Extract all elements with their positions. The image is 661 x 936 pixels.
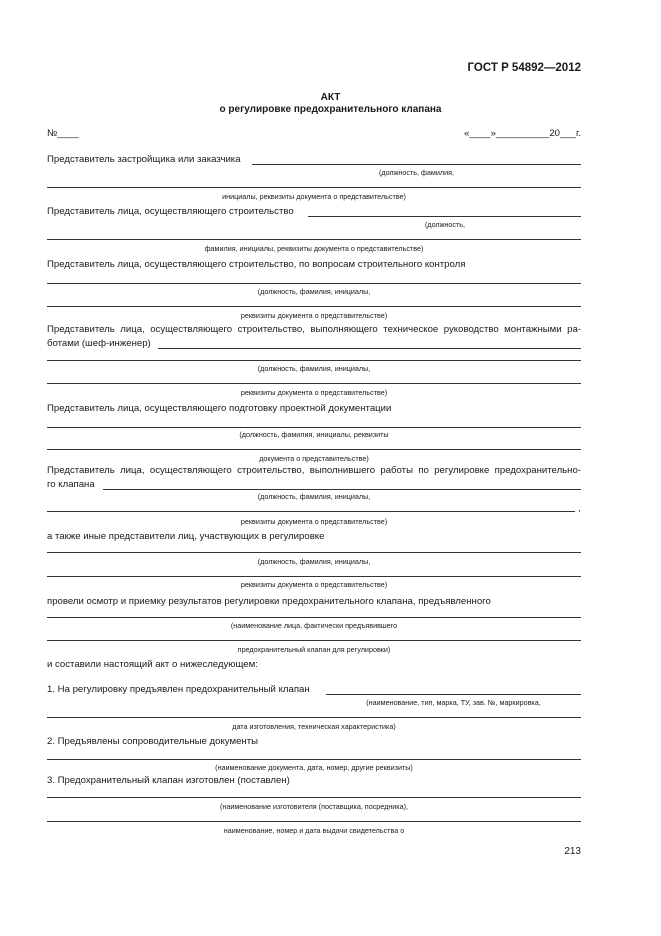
item-1-hint: (наименование, тип, марка, ТУ, зав. №, маркировка,	[366, 698, 541, 707]
control-rep-field[interactable]	[47, 283, 581, 284]
presenter-field[interactable]	[47, 617, 581, 618]
document-subtitle: о регулировке предохранительного клапана	[219, 104, 442, 115]
presenter-field-2[interactable]	[47, 640, 581, 641]
act-date-field: «____»__________20___г.	[463, 128, 581, 139]
adjuster-rep-comma: ,	[578, 503, 581, 514]
presenter-hint: (наименование лица, фактически предъявившего	[230, 621, 398, 630]
chief-engineer-label-2: ботами (шеф-инженер)	[47, 338, 151, 349]
control-rep-field-2[interactable]	[47, 306, 581, 307]
builder-rep-hint: (должность,	[424, 220, 466, 229]
item-1-label: 1. На регулировку предъявлен предохранительный клапан	[47, 684, 310, 695]
chief-engineer-label: Представитель лица, осуществляющего строительство, выполняющего техническое руководство монтажными ра-	[47, 324, 581, 335]
designer-rep-label: Представитель лица, осуществляющего подготовку проектной документации	[47, 403, 392, 414]
adjuster-rep-hint: (должность, фамилия, инициалы,	[257, 492, 371, 501]
adjuster-rep-hint-2: реквизиты документа о представительстве)	[240, 517, 388, 526]
customer-rep-hint: (должность, фамилия,	[379, 168, 454, 177]
chief-engineer-hint: (должность, фамилия, инициалы,	[257, 364, 371, 373]
other-reps-hint-2: реквизиты документа о представительстве)	[240, 580, 388, 589]
item-2-field[interactable]	[47, 759, 581, 760]
chief-engineer-hint-2: реквизиты документа о представительстве)	[240, 388, 388, 397]
control-rep-hint-2: реквизиты документа о представительстве)	[240, 311, 388, 320]
item-3-hint: (наименование изготовителя (поставщика, посредника),	[219, 802, 408, 811]
conclusion-intro: и составили настоящий акт о нижеследующем:	[47, 659, 258, 670]
chief-engineer-field-2[interactable]	[47, 360, 581, 361]
item-1-field[interactable]	[326, 694, 581, 695]
act-number-field: №____	[47, 128, 79, 139]
other-reps-label: а также иные представители лиц, участвующих в регулировке	[47, 531, 325, 542]
adjuster-rep-field-2[interactable]	[47, 511, 575, 512]
item-2-label: 2. Предъявлены сопроводительные документы	[47, 736, 258, 747]
chief-engineer-field[interactable]	[158, 348, 581, 349]
builder-rep-field-2[interactable]	[47, 239, 581, 240]
item-1-hint-2: дата изготовления, техническая характеристика)	[232, 722, 396, 731]
presenter-hint-2: предохранительный клапан для регулировки)	[237, 645, 391, 654]
item-2-hint: (наименование документа, дата, номер, другие реквизиты)	[215, 763, 413, 772]
builder-rep-field[interactable]	[308, 216, 581, 217]
control-rep-hint: (должность, фамилия, инициалы,	[257, 287, 371, 296]
standard-code: ГОСТ Р 54892—2012	[467, 62, 581, 74]
adjuster-rep-field[interactable]	[103, 489, 581, 490]
item-3-field-2[interactable]	[47, 821, 581, 822]
customer-rep-label: Представитель застройщика или заказчика	[47, 154, 241, 165]
designer-rep-hint: (должность, фамилия, инициалы, реквизиты	[239, 430, 389, 439]
designer-rep-hint-2: документа о представительстве)	[259, 454, 369, 463]
document-title: АКТ	[320, 92, 341, 103]
page-number: 213	[564, 846, 581, 857]
adjuster-rep-label-2: го клапана	[47, 479, 95, 490]
customer-rep-field-2[interactable]	[47, 187, 581, 188]
control-rep-label: Представитель лица, осуществляющего строительство, по вопросам строительного контроля	[47, 259, 466, 270]
builder-rep-label: Представитель лица, осуществляющего строительство	[47, 206, 294, 217]
customer-rep-hint-2: инициалы, реквизиты документа о представительстве)	[222, 192, 406, 201]
adjuster-rep-label: Представитель лица, осуществляющего строительство, выполнившего работы по регулировке предохранительно-	[47, 465, 581, 476]
item-3-hint-2: наименование, номер и дата выдачи свидетельства о	[223, 826, 405, 835]
builder-rep-hint-2: фамилия, инициалы, реквизиты документа о представительстве)	[204, 244, 424, 253]
other-reps-field-2[interactable]	[47, 576, 581, 577]
inspection-label: провели осмотр и приемку результатов регулировки предохранительного клапана, предъявленного	[47, 596, 491, 607]
customer-rep-field[interactable]	[252, 164, 581, 165]
designer-rep-field[interactable]	[47, 427, 581, 428]
chief-engineer-field-3[interactable]	[47, 383, 581, 384]
item-3-field[interactable]	[47, 797, 581, 798]
item-1-field-2[interactable]	[47, 717, 581, 718]
item-3-label: 3. Предохранительный клапан изготовлен (поставлен)	[47, 775, 290, 786]
designer-rep-field-2[interactable]	[47, 449, 581, 450]
other-reps-field[interactable]	[47, 552, 581, 553]
other-reps-hint: (должность, фамилия, инициалы,	[257, 557, 371, 566]
